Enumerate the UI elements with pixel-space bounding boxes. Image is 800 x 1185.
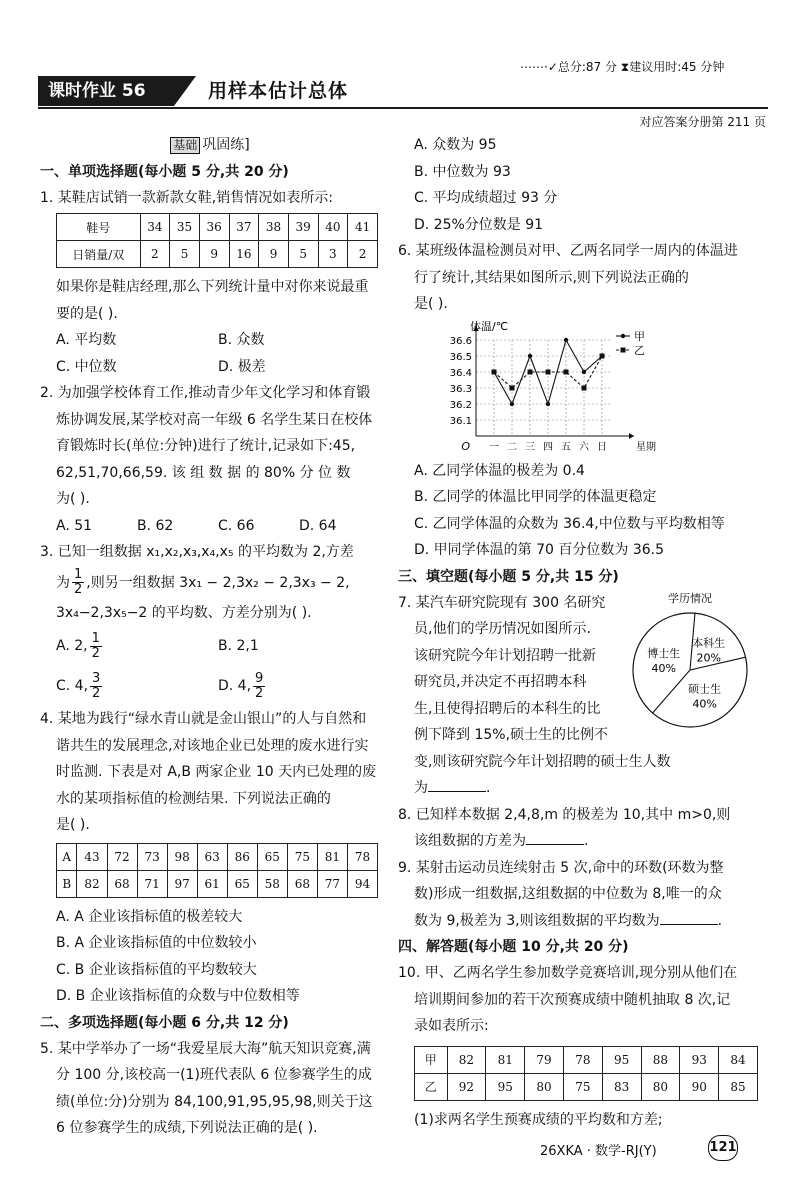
table-cell: 88: [641, 1046, 680, 1073]
table-cell: 85: [719, 1073, 758, 1100]
q2-line5: 为( ).: [56, 491, 90, 507]
q1-option-a[interactable]: A. 平均数: [56, 332, 117, 348]
series-point: [510, 401, 514, 405]
table-cell: 65: [227, 870, 257, 897]
q7-line6: 例下降到 15%,硕士生的比例不: [414, 727, 609, 743]
q8-line2: 该组数据的方差为 .: [398, 828, 760, 855]
table-cell: 95: [602, 1046, 641, 1073]
table-cell: 39: [288, 214, 318, 241]
q5-option-a[interactable]: A. 众数为 95: [414, 137, 497, 153]
answer-reference: 对应答案分册第 211 页: [639, 115, 766, 129]
pie-slice-label: 硕士生: [688, 681, 722, 695]
q7-line4: 研究员,并决定不再招聘本科: [414, 674, 587, 690]
q1-table-row: [57, 241, 378, 268]
table-cell: 40: [318, 214, 348, 241]
series-point: [582, 385, 587, 390]
q6-option-a[interactable]: A. 乙同学体温的极差为 0.4: [414, 462, 585, 479]
right-column: [398, 132, 760, 1133]
table-cell: 16: [229, 241, 259, 268]
section-fill-blank: 三、填空题(每小题 5 分,共 15 分): [398, 568, 619, 585]
series-point: [582, 369, 586, 373]
q5-option-b[interactable]: B. 中位数为 93: [414, 163, 511, 180]
x-axis-label: 星期: [636, 441, 656, 453]
table-cell: 68: [287, 870, 317, 897]
table-cell: 5: [288, 241, 318, 268]
page-title: 用样本估计总体: [208, 80, 349, 102]
q6-line2: 行了统计,其结果如图所示,则下列说法正确的: [414, 269, 689, 286]
title-bar: [38, 76, 768, 106]
q5-line2: 分 100 分,该校高一(1)班代表队 6 位参赛学生的成: [56, 1067, 372, 1083]
consolidate-label: 基础 巩固练]: [40, 132, 380, 159]
table-cell: 71: [137, 870, 167, 897]
q4-table: [56, 843, 378, 898]
x-tick-label: 五: [561, 441, 571, 453]
pie-slice-value: 40%: [651, 661, 676, 675]
q2-line2: 炼协调发展,某学校对高一年级 6 名学生某日在校体: [56, 411, 373, 428]
pie-slice-value: 40%: [692, 696, 717, 710]
footer-code: 26XKA · 数学-RJ(Y): [540, 1144, 657, 1159]
q4-option-b[interactable]: B. A 企业该指标值的中位数较小: [56, 935, 257, 951]
q10-table: [414, 1046, 758, 1101]
table-cell: 83: [602, 1073, 641, 1100]
q2-option-b[interactable]: B. 62: [137, 517, 174, 534]
x-tick-label: 三: [525, 441, 535, 453]
q5-option-c[interactable]: C. 平均成绩超过 93 分: [414, 190, 558, 206]
q3-option-d[interactable]: D. 4, $\frac{9}{2}$: [218, 670, 264, 701]
q1-question-line1: 如果你是鞋店经理,那么下列统计量中对你来说最重: [56, 279, 369, 295]
table-cell: 9: [199, 241, 229, 268]
table-cell: 43: [77, 843, 107, 870]
series-point: [546, 369, 551, 374]
legend-marker: [621, 333, 625, 337]
table-cell: 61: [197, 870, 227, 897]
table-cell: 58: [257, 870, 287, 897]
q5-line4: 6 位参赛学生的成绩,下列说法正确的是( ).: [56, 1120, 318, 1136]
q3-options-row1: [40, 626, 380, 666]
q2-option-c[interactable]: C. 66: [218, 517, 255, 534]
table-cell: 73: [137, 843, 167, 870]
y-tick-label: 36.3: [449, 383, 472, 395]
x-tick-label: 二: [507, 441, 517, 453]
table-cell: 38: [259, 214, 289, 241]
q4-option-d[interactable]: D. B 企业该指标值的众数与中位数相等: [56, 988, 300, 1004]
table-cell: 36: [199, 214, 229, 241]
q1-options-row2: [40, 354, 380, 381]
q4-option-c[interactable]: C. B 企业该指标值的平均数较大: [56, 961, 257, 978]
q3-options-row2: [40, 666, 380, 706]
table-cell: 94: [347, 870, 377, 897]
row-header-cell: 日销量/双: [57, 241, 141, 268]
q10-sub1: (1)求两名学生预赛成绩的平均数和方差;: [414, 1111, 663, 1128]
row-header-cell: B: [57, 870, 77, 897]
series-point: [528, 353, 532, 357]
legend-label: 甲: [634, 329, 645, 343]
table-cell: 2: [348, 241, 378, 268]
answer-blank[interactable]: [428, 777, 486, 792]
y-tick-label: 36.6: [449, 335, 472, 347]
y-tick-label: 36.2: [449, 399, 472, 411]
q10-table-row: [415, 1046, 758, 1073]
lesson-tag: 课时作业 56: [38, 76, 174, 106]
table-cell: 9: [259, 241, 289, 268]
table-cell: 41: [348, 214, 378, 241]
q9-line3: 数为 9,极差为 3,则该组数据的平均数为 .: [398, 908, 760, 935]
q5-option-d[interactable]: D. 25%分位数是 91: [414, 216, 544, 233]
table-cell: 81: [486, 1046, 525, 1073]
table-cell: 78: [563, 1046, 602, 1073]
series-point: [564, 369, 569, 374]
section-single-choice: 一、单项选择题(每小题 5 分,共 20 分): [40, 163, 289, 180]
table-cell: 3: [318, 241, 348, 268]
y-axis-label: 体温/℃: [470, 319, 509, 333]
q6-option-b[interactable]: B. 乙同学的体温比甲同学的体温更稳定: [414, 489, 657, 505]
x-tick-label: 一: [489, 441, 499, 453]
q7-line3: 该研究院今年计划招聘一批新: [414, 647, 596, 664]
table-cell: 75: [287, 843, 317, 870]
q4-table-row: [57, 870, 378, 897]
q1-table-row: [57, 214, 378, 241]
q4-table-row: [57, 843, 378, 870]
table-cell: 72: [107, 843, 137, 870]
q2-line4: 62,51,70,66,59. 该 组 数 据 的 80% 分 位 数: [56, 464, 351, 481]
table-cell: 65: [257, 843, 287, 870]
q1-option-b[interactable]: B. 众数: [218, 332, 265, 348]
q7-line7: 变,则该研究院今年计划招聘的硕士生人数: [414, 753, 671, 770]
table-cell: 93: [680, 1046, 719, 1073]
q10-line3: 录如表所示:: [414, 1018, 489, 1034]
title-wedge: [174, 76, 196, 106]
q1-options-row1: [40, 327, 380, 354]
q3-line1: 3. 已知一组数据 x₁,x₂,x₃,x₄,x₅ 的平均数为 2,方差: [40, 544, 354, 560]
title-rule: [38, 107, 768, 109]
table-cell: 37: [229, 214, 259, 241]
table-cell: 5: [170, 241, 200, 268]
series-point: [600, 353, 605, 358]
table-cell: 80: [525, 1073, 564, 1100]
q1-option-c[interactable]: C. 中位数: [56, 358, 117, 375]
q4-line4: 水的某项指标值的检测结果. 下列说法正确的: [56, 790, 331, 807]
y-tick-label: 36.4: [449, 367, 472, 379]
row-header-cell: 鞋号: [57, 214, 141, 241]
table-cell: 98: [167, 843, 197, 870]
q4-line5: 是( ).: [56, 817, 90, 833]
row-header-cell: 甲: [415, 1046, 448, 1073]
table-cell: 34: [140, 214, 170, 241]
table-cell: 97: [167, 870, 197, 897]
table-cell: 90: [680, 1073, 719, 1100]
answer-blank[interactable]: [526, 830, 584, 845]
pie-title: 学历情况: [668, 591, 712, 605]
table-cell: 2: [140, 241, 170, 268]
x-tick-label: 日: [597, 441, 607, 453]
q1-option-d[interactable]: D. 极差: [218, 358, 266, 375]
row-header-cell: A: [57, 843, 77, 870]
page-number: 121: [708, 1135, 738, 1161]
q6-line1: 6. 某班级体温检测员对甲、乙两名同学一周内的体温进: [398, 243, 738, 259]
q4-line2: 谐共生的发展理念,对该地企业已处理的废水进行实: [56, 737, 369, 754]
series-point: [492, 369, 497, 374]
x-tick-label: 六: [579, 441, 589, 453]
table-cell: 82: [77, 870, 107, 897]
x-axis-arrow: [629, 433, 634, 439]
q3-line3: 3x₄−2,3x₅−2 的平均数、方差分别为( ).: [56, 604, 312, 621]
q2-line3: 育锻炼时长(单位:分钟)进行了统计,记录如下:45,: [56, 438, 356, 454]
q5-line3: 绩(单位:分)分别为 84,100,91,95,95,98,则关于这: [56, 1093, 373, 1110]
y-tick-label: 36.5: [449, 351, 472, 363]
legend-label: 乙: [634, 343, 645, 357]
q2-line1: 2. 为加强学校体育工作,推动青少年文化学习和体育锻: [40, 385, 371, 401]
y-tick-label: 36.1: [449, 415, 472, 427]
q3-line2: 为 $\frac{1}{2}$ ,则另一组数据 3x₁ − 2,3x₂ − 2,3x₃ − 2,: [56, 567, 350, 597]
legend-marker: [621, 347, 626, 352]
q3-option-b[interactable]: B. 2,1: [218, 638, 259, 654]
q9-line1: 9. 某射击运动员连续射击 5 次,命中的环数(环数为整: [398, 859, 724, 876]
q1-question-line2: 要的是( ).: [56, 305, 118, 322]
table-cell: 78: [347, 843, 377, 870]
table-cell: 82: [447, 1046, 486, 1073]
section-multi-choice: 二、多项选择题(每小题 6 分,共 12 分): [40, 1014, 289, 1031]
table-cell: 84: [719, 1046, 758, 1073]
basic-badge: 基础: [170, 137, 200, 154]
top-info: ⋯⋯·✓总分:87 分 ⧗建议用时:45 分钟: [520, 60, 725, 74]
pie-slice-value: 20%: [696, 650, 721, 664]
table-cell: 63: [197, 843, 227, 870]
q7-block: [398, 590, 760, 749]
q6-option-d[interactable]: D. 甲同学体温的第 70 百分位数为 36.5: [414, 542, 665, 558]
q10-table-row: [415, 1073, 758, 1100]
answer-blank[interactable]: [660, 910, 718, 925]
fraction: $\frac{1}{2}$: [74, 567, 83, 597]
origin-label: O: [461, 439, 470, 453]
q2-options: [40, 513, 380, 540]
series-point: [564, 337, 568, 341]
temperature-line-chart: [438, 318, 738, 458]
table-cell: 80: [641, 1073, 680, 1100]
x-tick-label: 四: [543, 441, 553, 453]
series-point: [546, 401, 550, 405]
table-cell: 79: [525, 1046, 564, 1073]
pie-slice-label: 本科生: [692, 635, 726, 649]
q2-option-a[interactable]: A. 51: [56, 517, 93, 534]
table-cell: 35: [170, 214, 200, 241]
row-header-cell: 乙: [415, 1073, 448, 1100]
pie-slice-label: 博士生: [647, 646, 681, 660]
q4-line3: 时监测. 下表是对 A,B 两家企业 10 天内已处理的废: [56, 764, 377, 780]
table-cell: 75: [563, 1073, 602, 1100]
q3-option-a[interactable]: A. 2, $\frac{1}{2}$: [56, 630, 100, 661]
series-point: [510, 385, 515, 390]
q1-table: [56, 213, 378, 268]
q7-line1: 7. 某汽车研究院现有 300 名研究: [398, 594, 606, 611]
table-cell: 95: [486, 1073, 525, 1100]
table-cell: 68: [107, 870, 137, 897]
education-pie-chart: [620, 590, 760, 730]
q8-line1: 8. 已知样本数据 2,4,8,m 的极差为 10,其中 m>0,则: [398, 806, 731, 823]
table-cell: 77: [317, 870, 347, 897]
pie-slice-edge: [653, 670, 690, 713]
q7-line2: 员,他们的学历情况如图所示.: [414, 621, 591, 637]
q5-line1: 5. 某中学举办了一场“我爱星辰大海”航天知识竞赛,满: [40, 1040, 371, 1057]
q4-option-a[interactable]: A. A 企业该指标值的极差较大: [56, 908, 243, 925]
q6-option-c[interactable]: C. 乙同学体温的众数为 36.4,中位数与平均数相等: [414, 515, 725, 532]
left-column: [40, 132, 380, 1142]
q10-line2: 培训期间参加的若干次预赛成绩中随机抽取 8 次,记: [414, 991, 731, 1008]
q2-option-d[interactable]: D. 64: [299, 517, 337, 534]
table-cell: 92: [447, 1073, 486, 1100]
q7-line5: 生,且使得招聘后的本科生的比: [414, 700, 601, 717]
series-point: [528, 369, 533, 374]
q6-line3: 是( ).: [414, 296, 448, 312]
q1-stem: 1. 某鞋店试销一款新款女鞋,销售情况如表所示:: [40, 189, 333, 206]
q9-line2: 数)形成一组数据,这组数据的中位数为 8,唯一的众: [414, 886, 722, 902]
q4-line1: 4. 某地为践行“绿水青山就是金山银山”的人与自然和: [40, 711, 367, 727]
q7-line8: 为 .: [398, 775, 760, 802]
section-answer: 四、解答题(每小题 10 分,共 20 分): [398, 939, 629, 955]
table-cell: 86: [227, 843, 257, 870]
q10-line1: 10. 甲、乙两名学生参加数学竞赛培训,现分别从他们在: [398, 965, 738, 981]
q3-option-c[interactable]: C. 4, $\frac{3}{2}$: [56, 670, 101, 701]
table-cell: 81: [317, 843, 347, 870]
